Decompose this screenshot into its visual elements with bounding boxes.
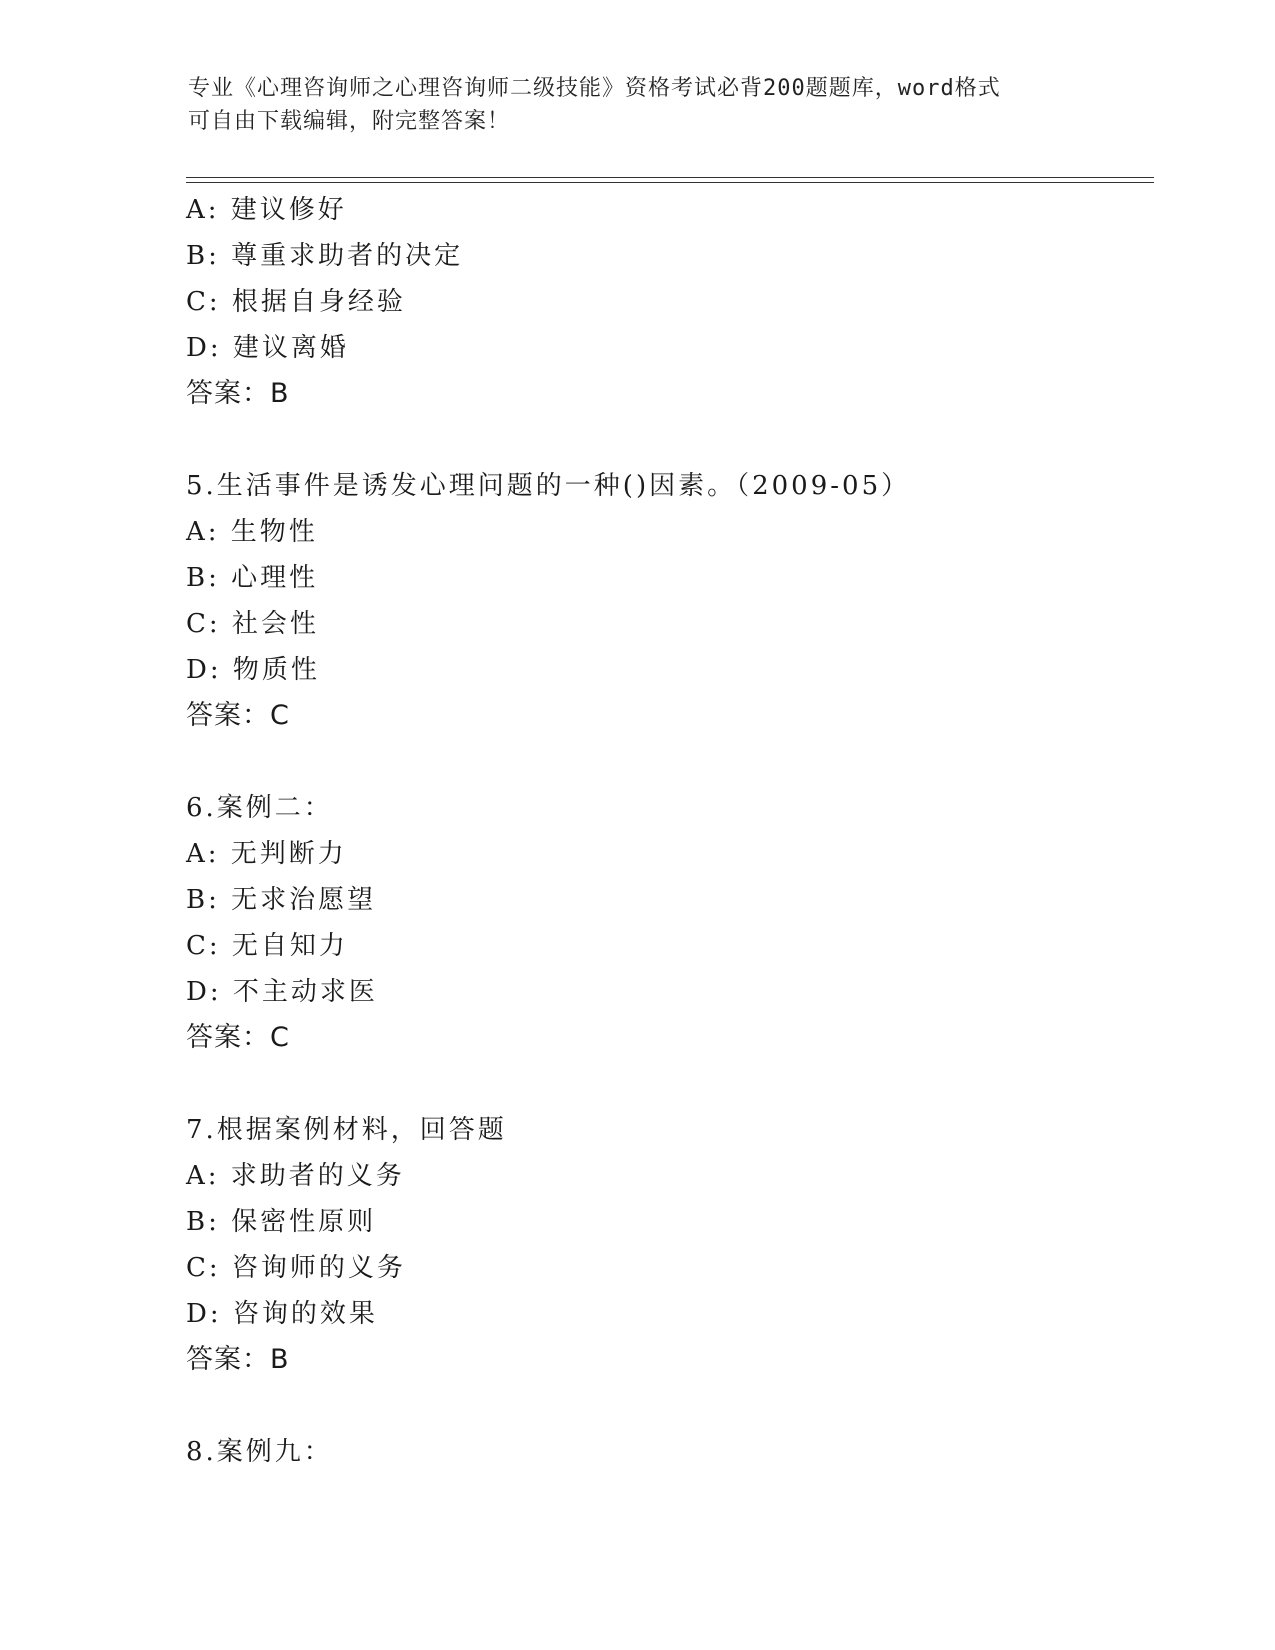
- option-b: B: 尊重求助者的决定: [186, 241, 464, 271]
- question-block-6: [186, 785, 1154, 1061]
- question-block-8: [186, 1429, 1154, 1475]
- header-line-1: 专业《心理咨询师之心理咨询师二级技能》资格考试必背200题题库，word格式: [188, 76, 1001, 101]
- option-c: C: 社会性: [186, 609, 319, 639]
- option-b: B: 心理性: [186, 563, 319, 593]
- question-text: 7.根据案例材料，回答题: [186, 1115, 507, 1145]
- question-text: 5.生活事件是诱发心理问题的一种()因素。（2009-05）: [186, 471, 911, 501]
- option-c: C: 根据自身经验: [186, 287, 406, 317]
- option-d: D: 咨询的效果: [186, 1299, 378, 1329]
- option-c: C: 无自知力: [186, 931, 348, 961]
- answer-text: 答案：B: [186, 1344, 290, 1375]
- document-header: [188, 72, 1088, 138]
- answer-text: 答案：C: [186, 1022, 290, 1053]
- option-b: B: 保密性原则: [186, 1207, 377, 1237]
- header-divider-bottom: [186, 182, 1154, 183]
- answer-text: 答案：B: [186, 378, 290, 409]
- option-c: C: 咨询师的义务: [186, 1253, 406, 1283]
- option-a: A: 无判断力: [186, 839, 347, 869]
- question-text: 8.案例九：: [186, 1437, 333, 1467]
- header-line-2: 可自由下载编辑，附完整答案！: [188, 109, 511, 134]
- question-block-4: [186, 187, 1154, 417]
- option-a: A: 求助者的义务: [186, 1161, 405, 1191]
- question-text: 6.案例二：: [186, 793, 333, 823]
- question-block-7: [186, 1107, 1154, 1383]
- answer-text: 答案：C: [186, 700, 290, 731]
- question-block-5: [186, 463, 1154, 739]
- question-list: [186, 187, 1154, 1475]
- header-divider-top: [186, 177, 1154, 178]
- option-d: D: 物质性: [186, 655, 320, 685]
- option-d: D: 不主动求医: [186, 977, 378, 1007]
- option-b: B: 无求治愿望: [186, 885, 377, 915]
- option-a: A: 建议修好: [186, 195, 347, 225]
- option-a: A: 生物性: [186, 517, 318, 547]
- option-d: D: 建议离婚: [186, 333, 349, 363]
